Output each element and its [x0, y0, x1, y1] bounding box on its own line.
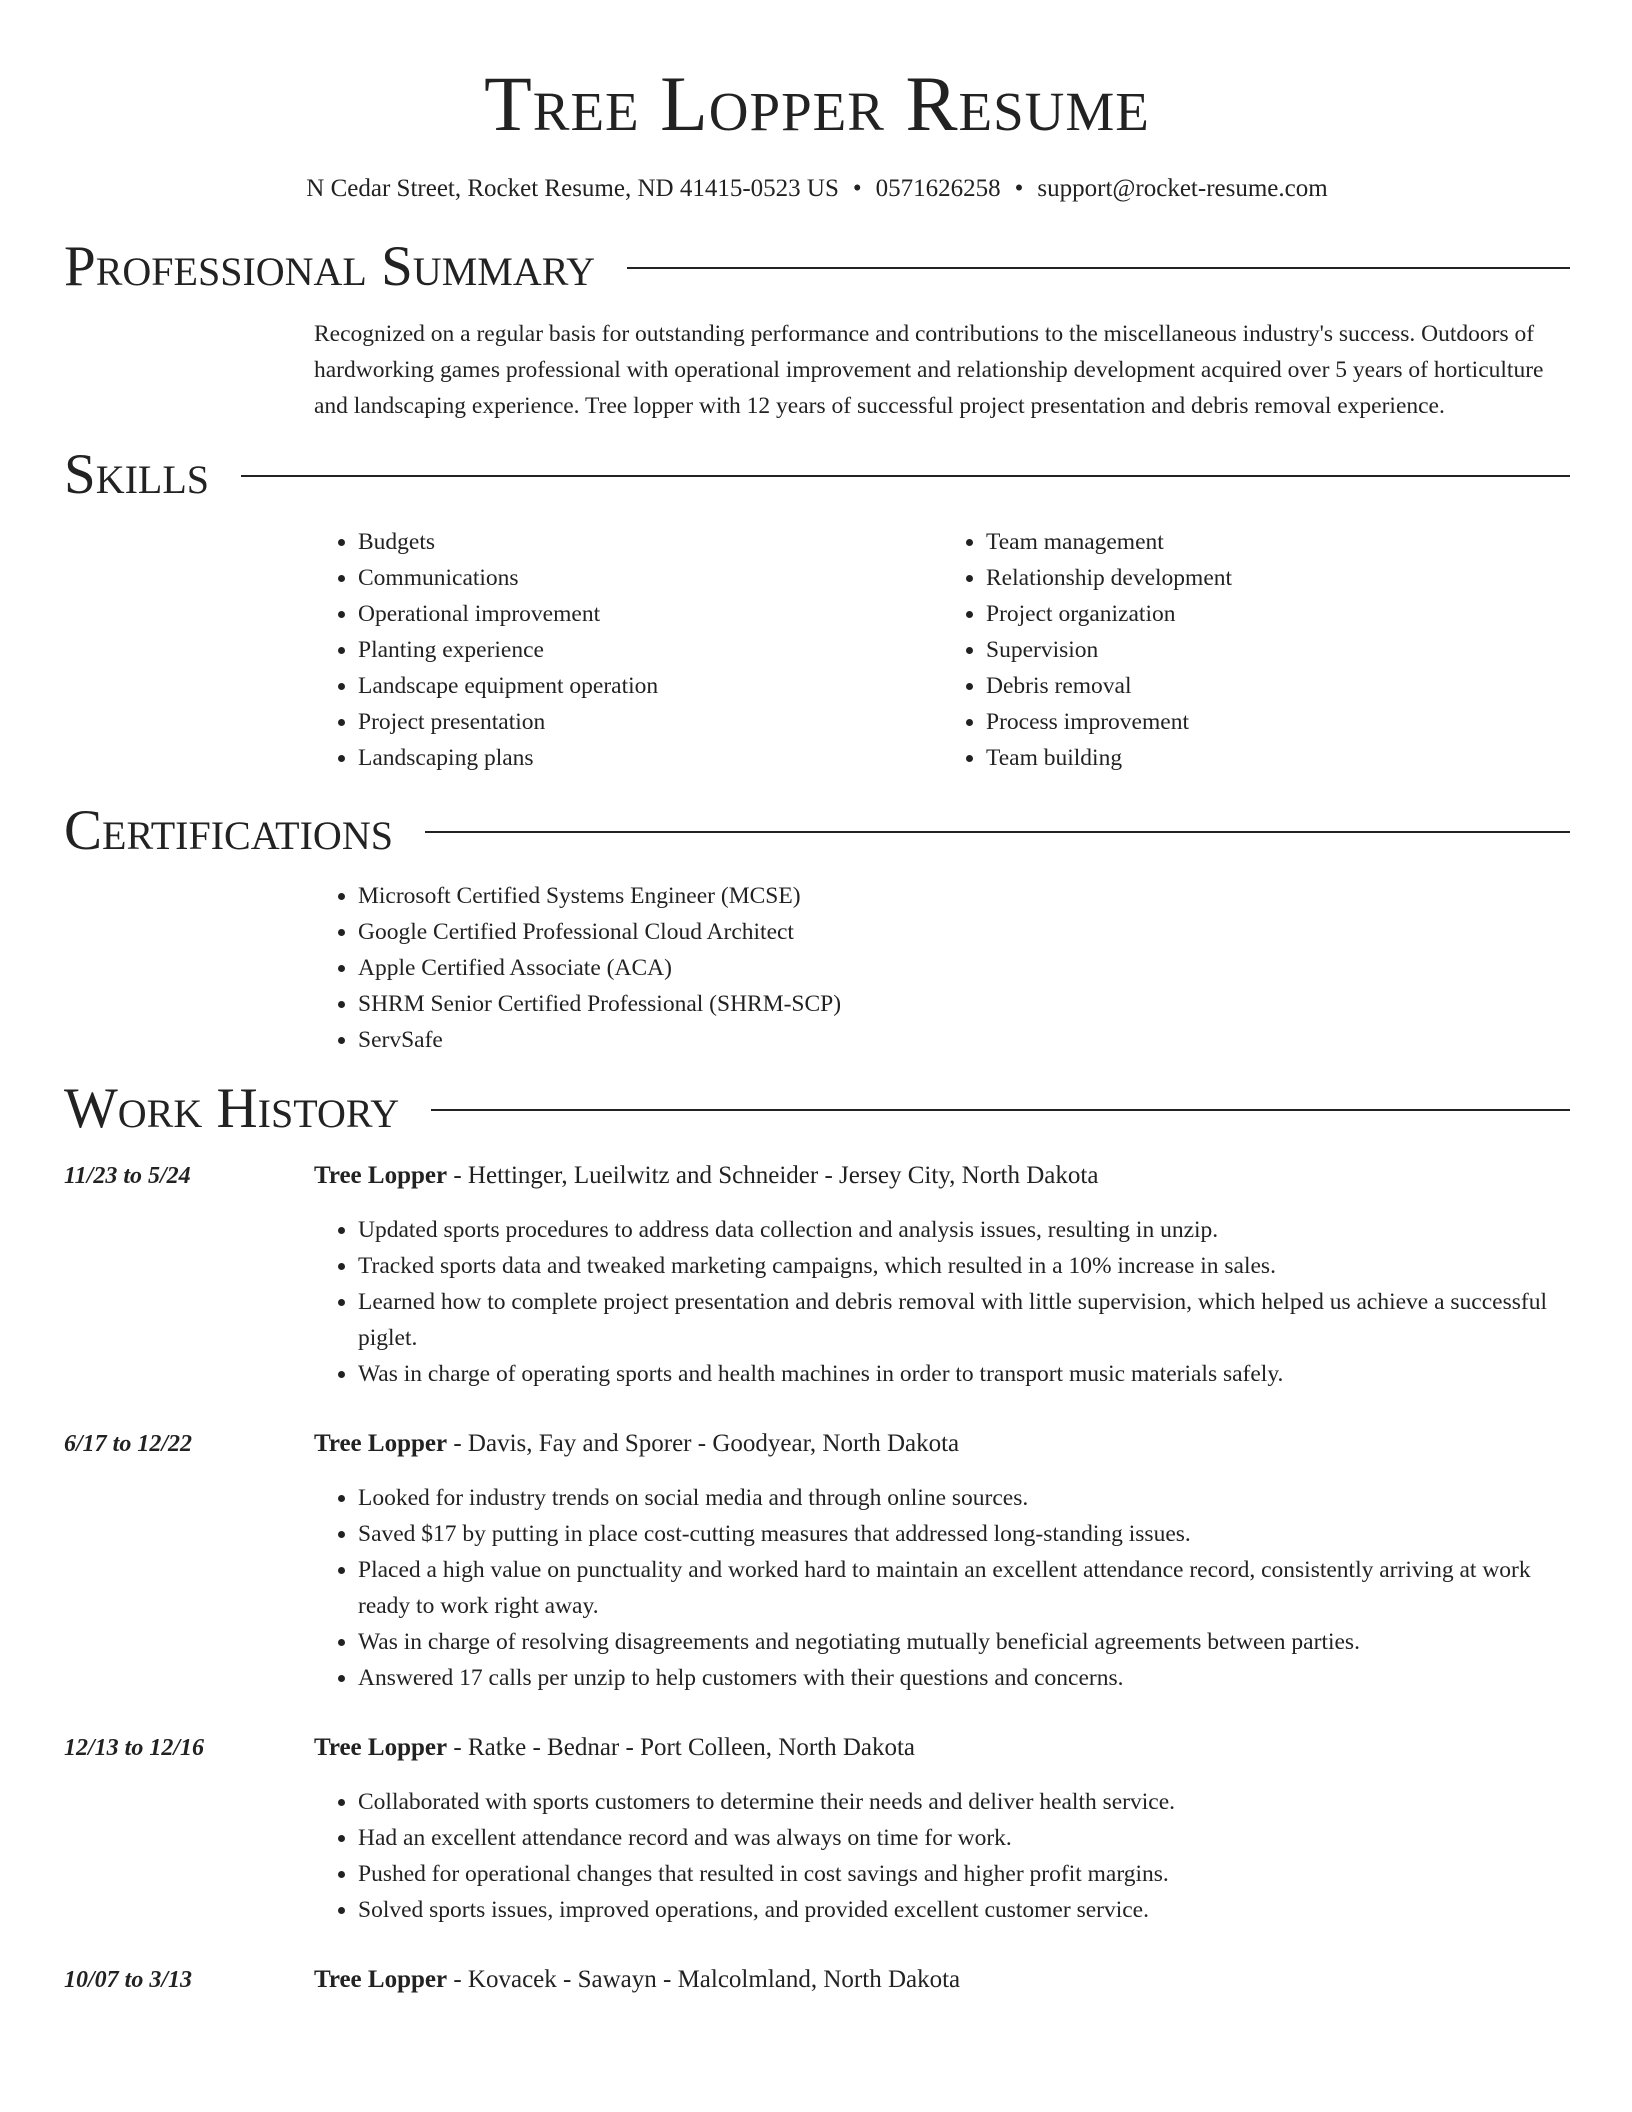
contact-phone: 0571626258 — [875, 175, 1001, 202]
certifications-body — [314, 878, 1570, 1058]
job-entry — [64, 1158, 1570, 1392]
summary-heading: Professional Summary — [64, 235, 596, 298]
job-entry — [64, 1962, 1570, 1998]
job-bullet: • Saved $17 by putting in place cost-cutting measures that addressed long-standing issues. — [358, 1516, 1570, 1552]
resume-title: Tree Lopper Resume — [484, 60, 1150, 147]
skill-item: • Debris removal — [986, 668, 1570, 704]
job-bullets — [314, 1480, 1570, 1696]
job-bullet: • Solved sports issues, improved operations, and provided excellent customer service. — [358, 1892, 1175, 1928]
skill-item: • Operational improvement — [358, 596, 942, 632]
job-bullet: • Was in charge of operating sports and health machines in order to transport music materials safely. — [358, 1356, 1570, 1392]
job-bullet: • Answered 17 calls per unzip to help customers with their questions and concerns. — [358, 1660, 1570, 1696]
certification-item: • SHRM Senior Certified Professional (SHRM-SCP) — [358, 986, 1570, 1022]
certifications-section-heading — [64, 798, 1570, 864]
certifications-list — [314, 878, 1570, 1058]
job-bullet: • Was in charge of resolving disagreements and negotiating mutually beneficial agreements between parties. — [358, 1624, 1570, 1660]
contact-line — [64, 172, 1570, 206]
job-bullet: • Updated sports procedures to address data collection and analysis issues, resulting in unzip. — [358, 1212, 1570, 1248]
summary-body — [314, 316, 1570, 424]
job-bullet: • Had an excellent attendance record and was always on time for work. — [358, 1820, 1175, 1856]
certification-item: • Microsoft Certified Systems Engineer (MCSE) — [358, 878, 1570, 914]
contact-separator: • — [1014, 175, 1024, 202]
summary-section-heading — [64, 234, 1570, 300]
job-details: - Hettinger, Lueilwitz and Schneider - Jersey City, North Dakota — [447, 1162, 1099, 1189]
section-divider — [425, 831, 1570, 833]
job-role: Tree Lopper — [314, 1734, 448, 1761]
job-role: Tree Lopper — [314, 1966, 448, 1993]
job-body — [314, 1426, 1570, 1696]
job-title-line — [314, 1962, 960, 1998]
job-details: - Ratke - Bednar - Port Colleen, North Dakota — [447, 1734, 916, 1761]
skill-item: • Communications — [358, 560, 942, 596]
job-role: Tree Lopper — [314, 1162, 448, 1189]
job-title-line — [314, 1158, 1570, 1194]
contact-email: support@rocket-resume.com — [1037, 175, 1328, 202]
certification-item: • Google Certified Professional Cloud Architect — [358, 914, 1570, 950]
job-entry — [64, 1730, 1570, 1928]
job-bullet: • Tracked sports data and tweaked marketing campaigns, which resulted in a 10% increase in sales. — [358, 1248, 1570, 1284]
summary-text: Recognized on a regular basis for outstanding performance and contributions to the miscellaneous industry's success. Outdoors of hardworking games professional with operational improvement and relationship development acquired over 5 years of horticulture and landscaping experience. Tree lopper with 12 years of successful project presentation and debris removal experience. — [314, 321, 1544, 419]
skill-item: • Planting experience — [358, 632, 942, 668]
skill-item: • Team building — [986, 740, 1570, 776]
skill-item: • Relationship development — [986, 560, 1570, 596]
skills-heading: Skills — [64, 443, 210, 506]
skill-item: • Project organization — [986, 596, 1570, 632]
job-details: - Davis, Fay and Sporer - Goodyear, North Dakota — [447, 1430, 960, 1457]
job-dates: 11/23 to 5/24 — [64, 1163, 191, 1189]
certifications-heading: Certifications — [64, 799, 393, 862]
job-dates: 12/13 to 12/16 — [64, 1735, 205, 1761]
skill-item: • Budgets — [358, 524, 942, 560]
job-body — [314, 1962, 960, 1998]
work-heading: Work History — [64, 1077, 400, 1140]
job-bullet: • Looked for industry trends on social media and through online sources. — [358, 1480, 1570, 1516]
job-bullet: • Placed a high value on punctuality and worked hard to maintain an excellent attendance record, consistently arriving at work ready to work right away. — [358, 1552, 1570, 1624]
skills-section-heading — [64, 442, 1570, 508]
section-divider — [241, 475, 1570, 477]
job-title-line — [314, 1730, 1175, 1766]
job-body — [314, 1158, 1570, 1392]
job-bullets — [314, 1784, 1175, 1928]
skills-list-left — [314, 524, 942, 776]
skill-item: • Supervision — [986, 632, 1570, 668]
skills-list-right — [942, 524, 1570, 776]
work-section-heading — [64, 1076, 1570, 1142]
job-bullet: • Collaborated with sports customers to determine their needs and deliver health service. — [358, 1784, 1175, 1820]
job-body — [314, 1730, 1175, 1928]
skill-item: • Project presentation — [358, 704, 942, 740]
certification-item: • ServSafe — [358, 1022, 1570, 1058]
skill-item: • Process improvement — [986, 704, 1570, 740]
job-details: - Kovacek - Sawayn - Malcolmland, North Dakota — [447, 1966, 961, 1993]
contact-separator: • — [852, 175, 862, 202]
section-divider — [627, 267, 1570, 269]
certification-item: • Apple Certified Associate (ACA) — [358, 950, 1570, 986]
job-bullet: • Learned how to complete project presentation and debris removal with little supervision, which helped us achieve a successful piglet. — [358, 1284, 1570, 1356]
skill-item: • Landscaping plans — [358, 740, 942, 776]
job-entry — [64, 1426, 1570, 1696]
job-bullet: • Pushed for operational changes that resulted in cost savings and higher profit margins. — [358, 1856, 1175, 1892]
job-bullets — [314, 1212, 1570, 1392]
section-divider — [431, 1109, 1570, 1111]
skill-item: • Team management — [986, 524, 1570, 560]
skill-item: • Landscape equipment operation — [358, 668, 942, 704]
job-role: Tree Lopper — [314, 1430, 448, 1457]
job-dates: 6/17 to 12/22 — [64, 1431, 193, 1457]
contact-address: N Cedar Street, Rocket Resume, ND 41415-0523 US — [306, 175, 839, 202]
job-title-line — [314, 1426, 1570, 1462]
skills-grid — [314, 524, 1570, 776]
job-dates: 10/07 to 3/13 — [64, 1967, 193, 1993]
